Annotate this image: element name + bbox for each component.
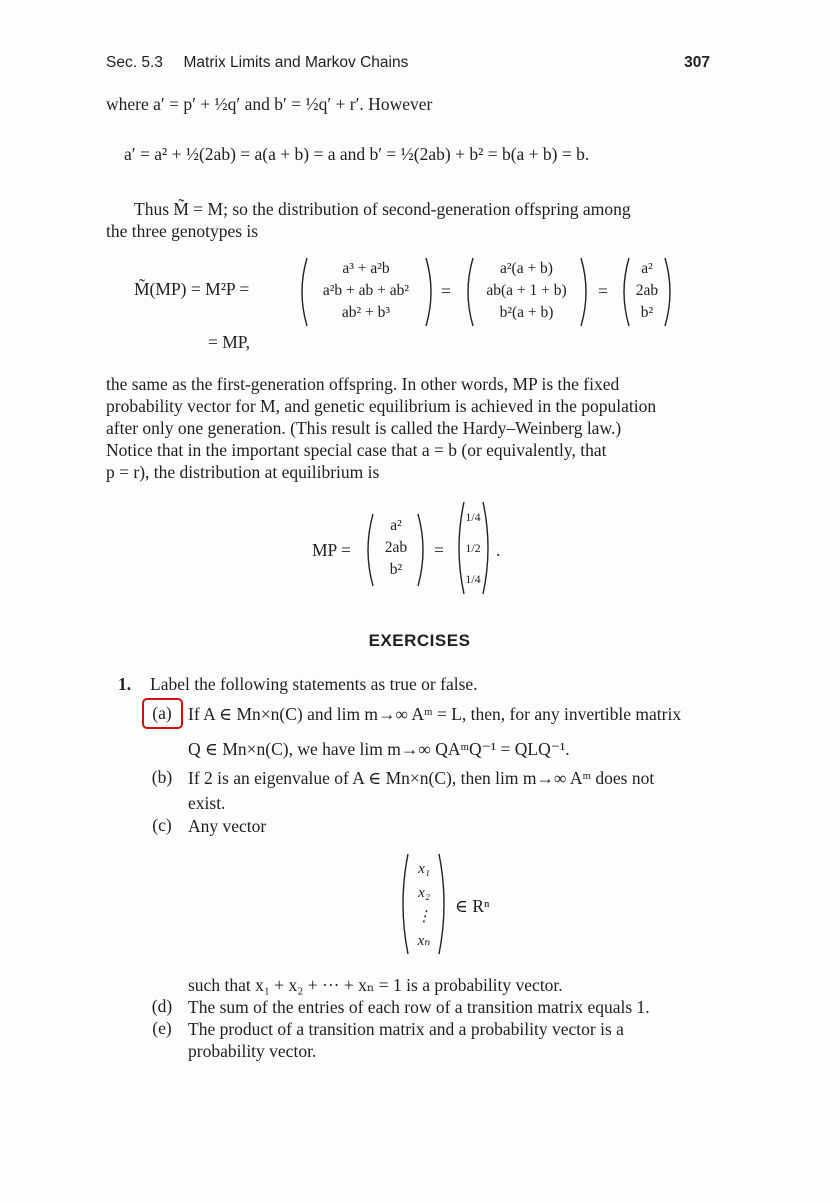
matrix-v2-right-paren <box>578 256 592 328</box>
text-para2-line1: Thus M̃ = M; so the distribution of second-generation offspring among <box>134 199 631 219</box>
matrix-v1 <box>306 258 426 324</box>
matrix-v3-right-paren <box>662 256 676 328</box>
matrix-v1-entry: a²b + ab + ab² <box>322 282 410 299</box>
matrix-v5-entry: 1/4 <box>465 510 481 524</box>
item-c-line2: such that x₁ + x₂ + ··· + xₙ = 1 is a probability vector. <box>188 975 563 995</box>
equation-3-lhs: MP = <box>312 540 351 560</box>
equation-3-equals: = <box>434 540 444 560</box>
matrix-v4-right-paren <box>415 512 429 588</box>
matrix-v2 <box>471 258 582 324</box>
matrix-v1-right-paren <box>423 256 437 328</box>
matrix-v5-entry: 1/2 <box>465 541 481 555</box>
page-number: 307 <box>684 54 710 71</box>
running-header <box>106 54 408 72</box>
equals-sign: = <box>598 281 608 301</box>
paragraph-3-line: p = r), the distribution at equilibrium is <box>106 462 380 482</box>
item-label-d: (d) <box>151 996 173 1016</box>
equals-sign: = <box>441 281 451 301</box>
paragraph-3-line: probability vector for M, and genetic equilibrium is achieved in the population <box>106 396 657 416</box>
matrix-v3 <box>627 258 667 324</box>
item-b-line1: If 2 is an eigenvalue of A ∈ Mn×n(C), then lim m→∞ Aᵐ does not <box>188 768 655 788</box>
matrix-v3-entry: 2ab <box>635 282 659 299</box>
exercises-heading: EXERCISES <box>368 631 471 650</box>
item-e-line2: probability vector. <box>188 1041 317 1061</box>
vector-x-entry: xₙ <box>417 933 431 949</box>
item-a-line1: If A ∈ Mn×n(C) and lim m→∞ Aᵐ = L, then, for any invertible matrix <box>188 704 682 724</box>
equation-2-continuation: = MP, <box>208 332 250 352</box>
vector-x-membership: ∈ Rⁿ <box>455 896 490 916</box>
item-label-a: (a) <box>152 703 172 723</box>
question-number: 1. <box>118 674 132 694</box>
vector-x-right-paren <box>436 852 450 956</box>
section-label: Sec. 5.3 <box>106 54 163 71</box>
question-text: Label the following statements as true or false. <box>150 674 478 694</box>
text-para2-line2: the three genotypes is <box>106 221 259 241</box>
vector-x-entry: x₂ <box>418 885 430 901</box>
matrix-v4-entry: 2ab <box>384 539 408 556</box>
item-label-e: (e) <box>152 1018 172 1038</box>
item-b-line2: exist. <box>188 793 226 813</box>
item-label-b: (b) <box>151 767 173 787</box>
item-label-c: (c) <box>152 815 172 835</box>
matrix-v4 <box>372 515 420 581</box>
matrix-v5-right-paren <box>480 500 494 596</box>
matrix-v4-entry: b² <box>389 561 403 578</box>
paragraph-3-line: after only one generation. (This result is called the Hardy–Weinberg law.) <box>106 418 622 438</box>
matrix-v1-entry: ab² + b³ <box>341 304 391 321</box>
paragraph-3 <box>106 373 711 483</box>
matrix-v2-entry: a²(a + b) <box>500 260 553 277</box>
item-c-line1: Any vector <box>188 816 267 836</box>
item-d-line1: The sum of the entries of each row of a transition matrix equals 1. <box>188 997 650 1017</box>
vector-x-entry: ⋮ <box>416 909 432 925</box>
text-line-1: where a′ = p′ + ½q′ and b′ = ½q′ + r′. However <box>106 94 433 114</box>
paragraph-3-line: Notice that in the important special case that a = b (or equivalently, that <box>106 440 607 460</box>
matrix-v3-entry: a² <box>641 260 653 277</box>
matrix-v2-entry: b²(a + b) <box>499 304 554 321</box>
equation-1: a′ = a² + ½(2ab) = a(a + b) = a and b′ = ½(2ab) + b² = b(a + b) = b. <box>124 144 590 164</box>
item-a-line2: Q ∈ Mn×n(C), we have lim m→∞ QAᵐQ⁻¹ = QLQ⁻¹. <box>188 739 570 759</box>
chapter-title: Matrix Limits and Markov Chains <box>183 54 409 71</box>
paragraph-3-line: the same as the first-generation offspring. In other words, MP is the fixed <box>106 374 620 394</box>
matrix-v3-entry: b² <box>640 304 654 321</box>
matrix-v2-entry: ab(a + 1 + b) <box>486 282 567 299</box>
equation-3-period: . <box>496 540 501 560</box>
matrix-v4-entry: a² <box>390 517 402 534</box>
matrix-v1-entry: a³ + a²b <box>342 260 390 277</box>
item-e-line1: The product of a transition matrix and a probability vector is a <box>188 1019 624 1039</box>
equation-2-lhs: M̃(MP) = M²P = <box>134 279 250 299</box>
vector-x-entry: x₁ <box>418 861 430 877</box>
matrix-v5-entry: 1/4 <box>465 572 481 586</box>
